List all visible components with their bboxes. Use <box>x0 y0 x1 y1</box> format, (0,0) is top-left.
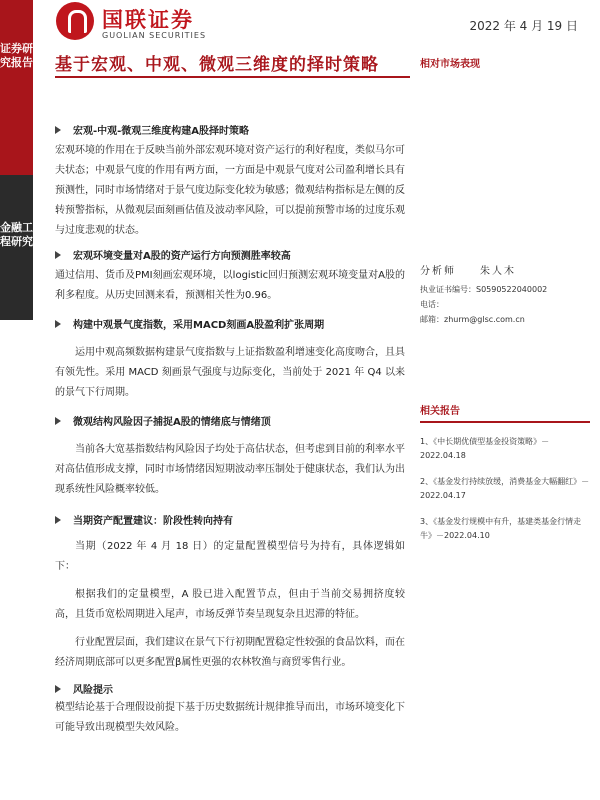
logo-text-cn: 国联证券 <box>102 8 194 32</box>
section-paragraph: 当期（2022 年 4 月 18 日）的定量配置模型信号为持有，具体逻辑如下： <box>55 541 405 572</box>
section-paragraph: 行业配置层面，我们建议在景气下行初期配置稳定性较强的食品饮料，而在经济周期底部可以更多配置β属性更强的农林牧渔与商贸零售行业。 <box>55 637 405 668</box>
section-2 <box>55 247 405 306</box>
company-logo <box>56 2 226 44</box>
report-date: 2022 年 4 月 19 日 <box>469 19 578 33</box>
related-divider <box>420 421 590 423</box>
section-paragraph: 根据我们的定量模型，A 股已进入配置节点，但由于当前交易拥挤度较高，且货币宽松周期进入尾声，市场反弹节奏呈现复杂且迟滞的特征。 <box>55 589 405 620</box>
section-5 <box>55 512 405 673</box>
section-heading: 宏观-中观-微观三维度构建A股择时策略 <box>55 122 405 137</box>
bullet-arrow-icon <box>55 320 61 328</box>
section-heading: 微观结构风险因子捕捉A股的情绪底与情绪顶 <box>55 413 405 428</box>
related-report-item[interactable]: 2、《基金发行持续放缓，消费基金大幅翻红》－2022.04.17 <box>420 477 590 500</box>
sidebar-label-financial-engineering: 金融工程研究 <box>0 221 33 248</box>
bullet-arrow-icon <box>55 516 61 524</box>
guolian-logo-icon <box>56 2 94 40</box>
bullet-arrow-icon <box>55 417 61 425</box>
section-heading: 构建中观景气度指数，采用MACD刻画A股盈利扩张周期 <box>55 316 405 331</box>
related-reports-title: 相关报告 <box>420 406 460 417</box>
section-paragraph: 通过信用、货币及PMI刻画宏观环境，以logistic回归预测宏观环境变量对A股的利多程度。从历史回测来看，预测相关性为0.96。 <box>55 270 405 301</box>
analyst-phone: 电话： <box>420 300 444 309</box>
section-4 <box>55 413 405 500</box>
section-paragraph: 当前各大宽基指数结构风险因子均处于高估状态，但考虑到目前的利率水平对高估值形成支撑，同时市场情绪因短期波动率压制处于健康状态，我们认为出现系统性风险概率较低。 <box>55 444 405 495</box>
relative-performance-label: 相对市场表现 <box>420 59 480 70</box>
related-reports <box>420 402 590 543</box>
section-heading: 当期资产配置建议：阶段性转向持有 <box>55 512 405 527</box>
sidebar-mid-block <box>0 175 33 320</box>
section-heading: 宏观环境变量对A股的资产运行方向预测胜率较高 <box>55 247 405 262</box>
section-1 <box>55 122 405 241</box>
section-3 <box>55 316 405 403</box>
logo-text-en: GUOLIAN SECURITIES <box>102 31 207 40</box>
title-divider <box>55 76 410 78</box>
bullet-arrow-icon <box>55 126 61 134</box>
bullet-arrow-icon <box>55 251 61 259</box>
related-report-item[interactable]: 3、《基金发行规模中有升，基建类基金行情走牛》－2022.04.10 <box>420 517 582 540</box>
sidebar-label-research-report: 证券研究报告 <box>0 42 33 69</box>
section-paragraph: 模型结论基于合理假设前提下基于历史数据统计规律推导而出，市场环境变化下可能导致出现模型失效风险。 <box>55 702 405 733</box>
section-paragraph: 宏观环境的作用在于反映当前外部宏观环境对资产运行的利好程度，类似马尔可夫状态；中观景气度的作用有两方面，一方面是中观景气度对公司盈利增长具有预测性，同时市场情绪对于景气度边际变化较为敏感；微观结构指标是左侧的反转预警指标，从微观层面刻画估值及波动率风险，可以提前预警市场的过度乐观与过度悲观的状态。 <box>55 145 405 236</box>
related-report-item[interactable]: 1、《中长期优债型基金投资策略》－2022.04.18 <box>420 437 550 460</box>
sidebar-top-block <box>0 0 33 175</box>
report-title: 基于宏观、中观、微观三维度的择时策略 <box>55 55 379 75</box>
left-sidebar <box>0 0 33 800</box>
analyst-name: 分析师 朱人木 <box>420 266 516 277</box>
analyst-license: 执业证书编号：S0590522040002 <box>420 285 548 294</box>
analyst-email[interactable]: 邮箱：zhurm@glsc.com.cn <box>420 315 525 324</box>
section-paragraph: 运用中观高频数据构建景气度指数与上证指数盈利增速变化高度吻合，且具有领先性。采用 MACD 刻画景气强度与边际变化，当前处于 2021 年 Q4 以来的景气下行周期。 <box>55 347 405 398</box>
report-body <box>55 122 405 738</box>
bullet-arrow-icon <box>55 685 61 693</box>
section-6 <box>55 681 405 738</box>
analyst-info <box>420 262 580 326</box>
section-heading: 风险提示 <box>55 681 405 696</box>
